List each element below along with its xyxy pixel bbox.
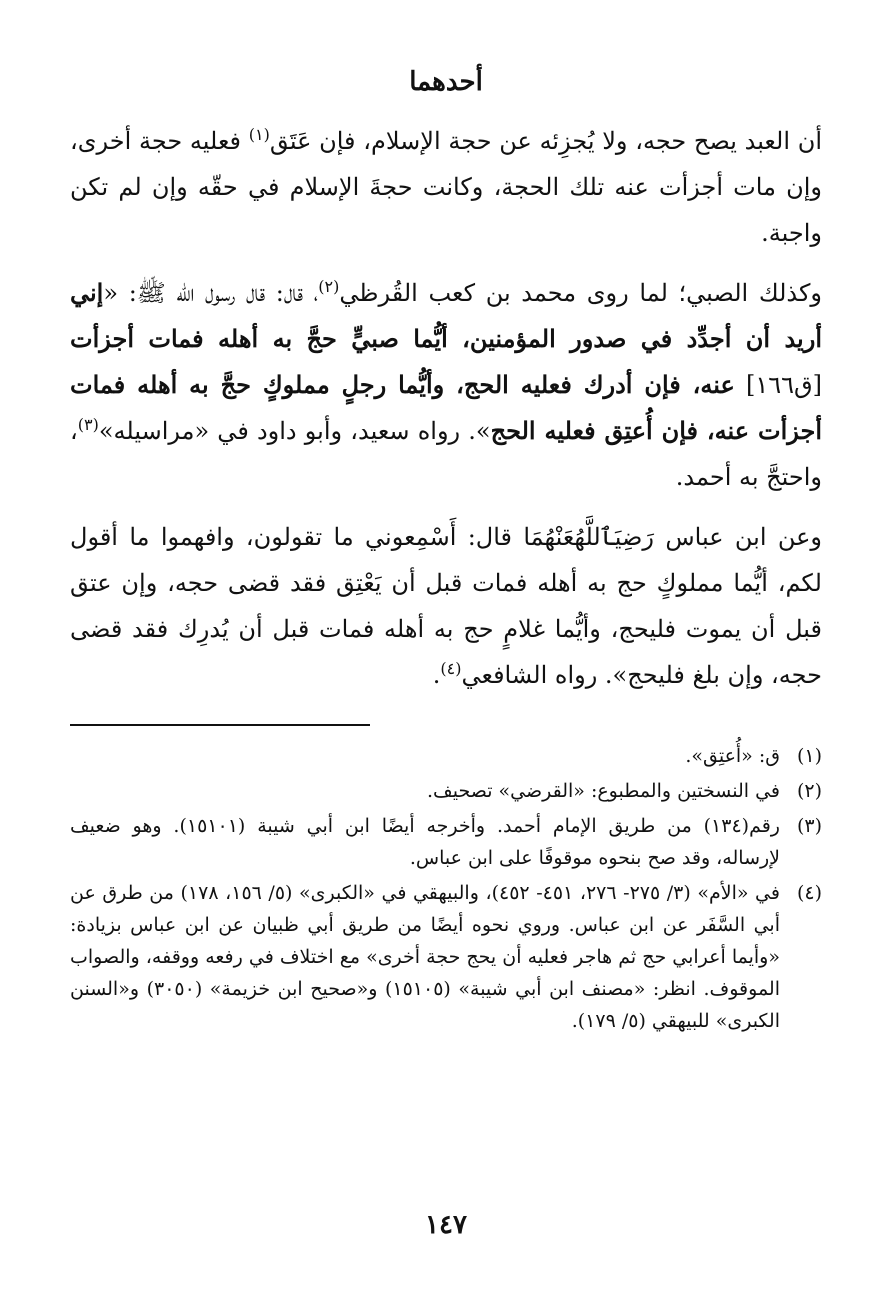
footnote-text: ق: «أُعتِق». [685, 745, 780, 767]
footnotes [70, 740, 822, 1037]
footnote-separator [70, 724, 370, 726]
text-segment: وعن ابن عباس رَضِيَٱللَّهُعَنْهُمَا قال: أَسْمِعوني ما تقولون، وافهموا ما أقول لكم، أيُّما مملوكٍ حج به أهله فمات قبل أن يَعْتِق فقد قضى حجه، وإن عتق قبل أن يموت فليحج، وأيُّما غلامٍ حج به أهله فمات قبل أن يُدرِك فقد قضى حجه، وإن بلغ فليحج». رواه الشافعي [70, 523, 822, 689]
footnote [70, 775, 822, 807]
footnote-text: في «الأم» (٣/ ٢٧٥- ٢٧٦، ٤٥١- ٤٥٢)، والبيهقي في «الكبرى» (٥/ ١٥٦، ١٧٨) من طرق عن أبي السَّفَر عن ابن عباس. وروي نحوه أيضًا من طريق أبي ظبيان عن ابن عباس بزيادة: «وأيما أعرابي حج ثم هاجر فعليه أن يحج حجة أخرى» مع اختلاف في رفعه ووقفه، والصواب الموقوف. انظر: «مصنف ابن أبي شيبة» (١٥١٠٥) و«صحيح ابن خزيمة» (٣٠٥٠) و«السنن الكبرى» للبيهقي (٥/ ١٧٩). [70, 882, 780, 1032]
hadith-quote: عنه، فإن أدرك فعليه الحج، وأيُّما رجلٍ مملوكٍ حجَّ به أهله فمات أجزأت عنه، فإن أُعتِق فعليه الحج [70, 370, 822, 445]
paragraph [70, 118, 822, 256]
text-segment: أن العبد يصح حجه، ولا يُجزِئه عن حجة الإسلام، فإن عَتَق [269, 127, 823, 155]
footnote-ref: (٤) [440, 659, 462, 678]
text-segment: فعليه حجة أخرى، وإن مات أجزأت عنه تلك الحجة، وكانت حجةَ الإسلام في حقّه وإن لم تكن واجبة. [70, 127, 822, 247]
page-number: ١٤٧ [425, 1210, 467, 1240]
footnote-number: (٤) [796, 882, 822, 904]
text-segment: [ق١٦٦] [734, 371, 822, 399]
text-segment: ، قال: قال رسول الله ﷺ: « [103, 279, 319, 307]
running-head: أحدهما [409, 67, 483, 97]
footnote-ref: (٣) [77, 415, 99, 434]
paragraph [70, 514, 822, 698]
book-page [70, 60, 822, 1240]
footnote-number: (٣) [796, 815, 822, 837]
paragraph [70, 270, 822, 500]
footnote-ref: (٢) [318, 277, 340, 296]
footnote [70, 877, 822, 1037]
footnote-ref: (١) [248, 125, 270, 144]
footnote-text: رقم(١٣٤) من طريق الإمام أحمد. وأخرجه أيضًا ابن أبي شيبة (١٥١٠١). وهو ضعيف لإرساله، وقد صح بنحوه موقوفًا على ابن عباس. [70, 815, 780, 869]
footnote-number: (١) [796, 745, 822, 767]
footnote [70, 740, 822, 772]
hadith-quote: إني أريد أن أجدِّد في صدور المؤمنين، أيُّما صبيٍّ حجَّ به أهله فمات أجزأت [70, 278, 822, 353]
text-segment: ». رواه سعيد، وأبو داود في «مراسيله» [98, 417, 491, 445]
text-segment: ، واحتجَّ به أحمد. [70, 417, 822, 491]
body-text [70, 118, 822, 698]
footnote [70, 810, 822, 874]
footnote-text: في النسختين والمطبوع: «القرضي» تصحيف. [427, 780, 780, 802]
text-segment: . [432, 661, 441, 689]
footnote-number: (٢) [796, 780, 822, 802]
text-segment: وكذلك الصبي؛ لما روى محمد بن كعب القُرظي [339, 279, 823, 307]
